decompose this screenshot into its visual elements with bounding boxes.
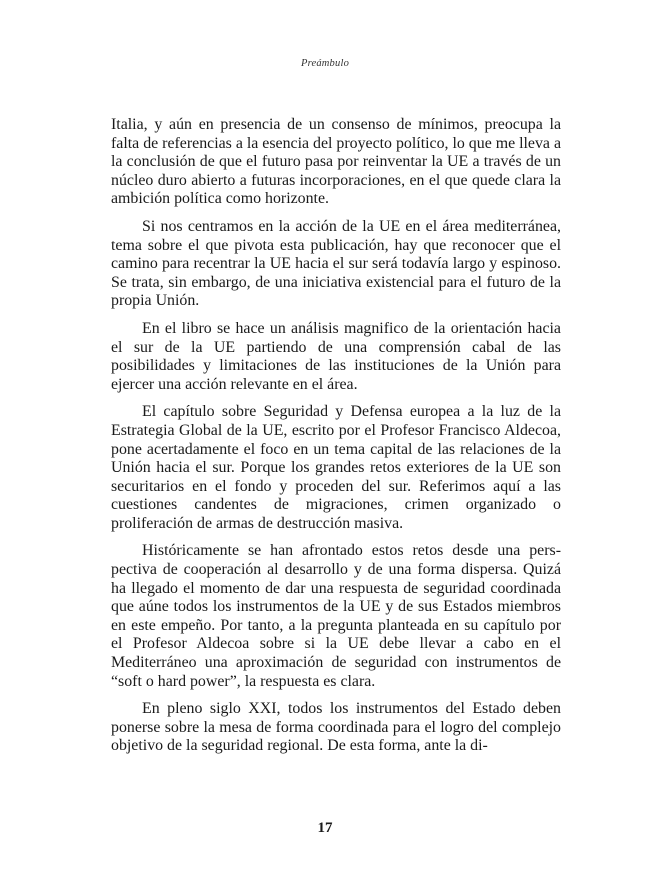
paragraph: Italia, y aún en presencia de un consenso de mínimos, preocupa la falta de referencias a la esencia del proyecto político, lo que me lleva a la conclusión de que el futuro pasa por reinventar la UE a través de un núcleo duro abierto a futuras incorporaciones, en el que quede clara la ambición política como horizonte. — [111, 116, 562, 208]
paragraph: En el libro se hace un análisis magnifico de la orientación hacia el sur de la UE partiendo de una comprensión cabal de las posibilidades y limitaciones de las instituciones de la Unión para ejercer una acción relevante en el área. — [111, 319, 561, 393]
paragraph: El capítulo sobre Seguridad y Defensa europea a la luz de la Estrategia Global de la UE, escrito por el Profesor Francisco Aldecoa, pone acertadamente el foco en un tema capital de las relaciones de la Unión hacia el sur. Porque los grandes retos exteriores de la UE son securitarios en el fondo y proceden del sur. Referimos aquí a las cuestiones candentes de migraciones, crimen organizado o proliferación de armas de destrucción masiva. — [111, 403, 561, 532]
paragraph: Si nos centramos en la acción de la UE en el área mediterránea, tema sobre el que pivota esta publicación, hay que reconocer que el camino para recentrar la UE hacia el sur será todavía largo y espinoso. Se trata, sin embargo, de una iniciativa existencial para el futuro de la propia Unión. — [111, 217, 561, 310]
page-number: 17 — [317, 820, 333, 836]
paragraph: En pleno siglo XXI, todos los instrumentos del Estado deben ponerse sobre la mesa de forma coordinada para el logro del complejo objetivo de la seguridad regional. De esta forma, ante la di- — [111, 700, 561, 755]
running-header: Preámbulo — [300, 58, 350, 69]
body-text — [111, 116, 561, 756]
paragraph: Históricamente se han afrontado estos retos desde una perspectiva de cooperación al desarrollo y de una forma dispersa. Quizá ha llegado el momento de dar una respuesta de seguridad coordinada que aúne todos los instrumentos de la UE y de sus Estados miembros en este empeño. Por tanto, a la pregunta planteada en su capítulo por el Profesor Aldecoa sobre si la UE debe llevar a cabo en el Mediterráneo una aproximación de seguridad con instrumentos de “soft o hard power”, la respuesta es clara. — [111, 542, 561, 690]
